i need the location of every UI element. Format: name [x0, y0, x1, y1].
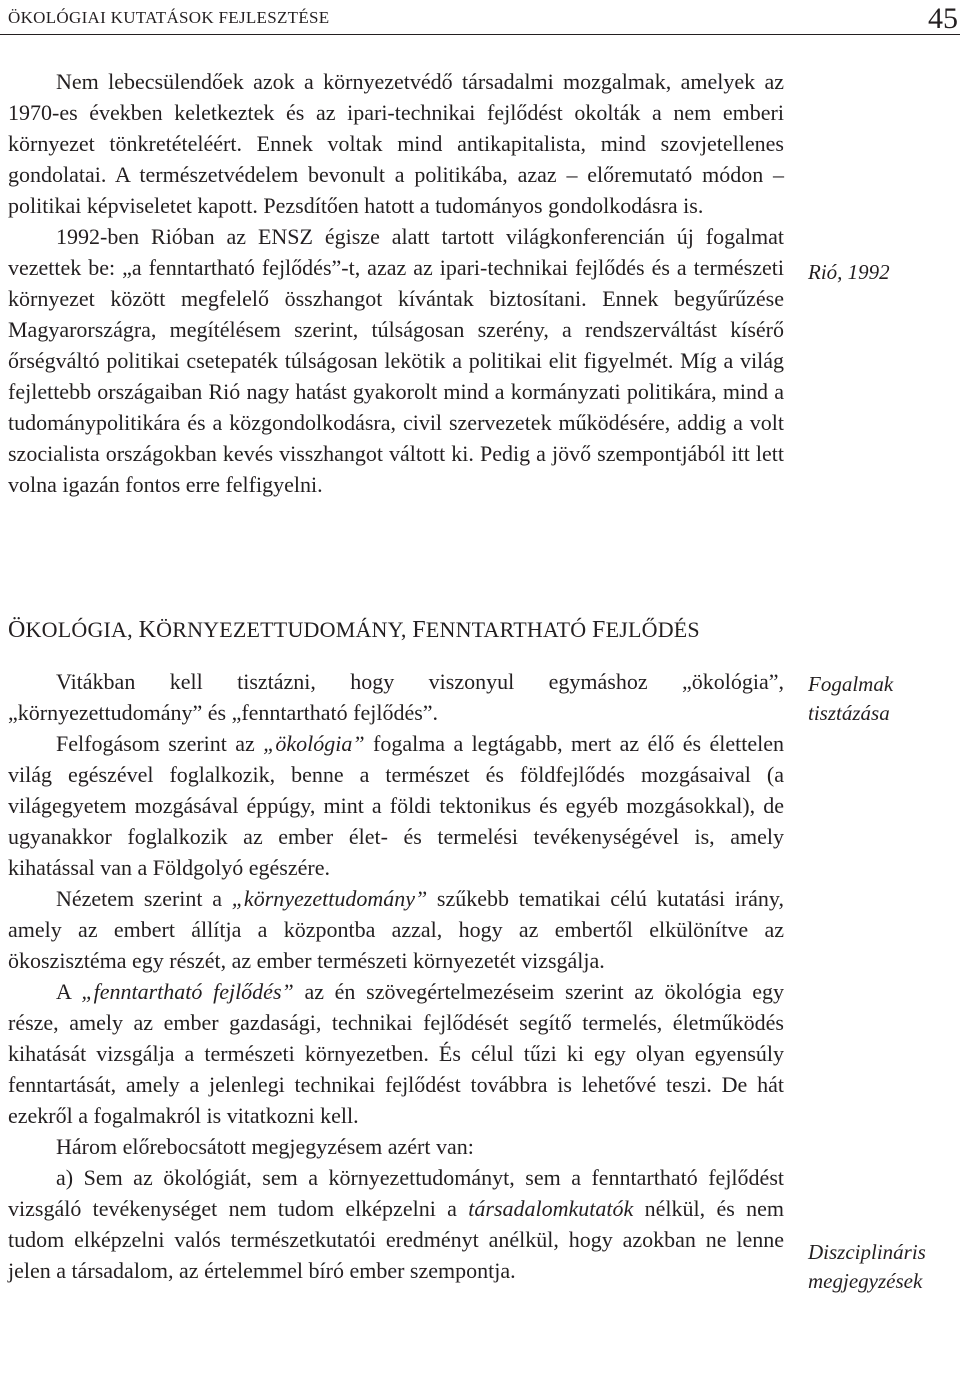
margin-note-text: Rió, 1992	[808, 260, 890, 284]
margin-note-concepts	[808, 670, 958, 728]
paragraph: Három előrebocsátott megjegyzésem azért van:	[56, 1134, 474, 1159]
paragraph: 1992-ben Rióban az ENSZ égisze alatt tartott világkonferencián új fogalmat vezettek be: „a fenntartható fejlődés”-t, azaz az ipari-technikai fejlődés és a természeti környezet között megfelelő összhangot kívántak biztosítani. Ennek begyűrűzése Magyarországra, megítélésem szerint, túlságosan szerény, a rendszerváltást kísérő őrségváltó politikai csetepaték túlságosan lekötik a politikai elit figyelmét. Míg a világ fejlettebb országaiban Rió nagy hatást gyakorolt mind a kormányzati politikára, mind a tudománypolitikára és a közgondolkodásra, civil szervezetek működésére, addig a volt szocialista országokban kevés visszhangot váltott ki. Pedig a jövő szempontjából itt lett volna igazán fontos erre felfigyelni.	[8, 224, 784, 497]
text-run: Nézetem szerint a	[56, 886, 232, 911]
running-title: ÖKOLÓGIAI KUTATÁSOK FEJLESZTÉSE	[8, 8, 330, 27]
heading-initial: F	[592, 617, 606, 643]
text-run: A	[56, 979, 82, 1004]
margin-note-line: megjegyzések	[808, 1269, 923, 1293]
heading-text: ENNTARTHATÓ	[425, 617, 592, 642]
heading-text: KOLÓGIA,	[25, 617, 139, 642]
text-run: Felfogásom szerint az	[56, 731, 264, 756]
section-heading	[8, 617, 808, 644]
term-ecology: „ökológia”	[263, 731, 365, 756]
body-text-block-1	[8, 66, 784, 500]
margin-note-line: Diszciplináris	[808, 1240, 926, 1264]
margin-note-line: Fogalmak	[808, 672, 894, 696]
paragraph	[8, 728, 784, 883]
margin-note-disciplinary	[808, 1238, 958, 1296]
heading-text: EJLŐDÉS	[605, 617, 700, 642]
paragraph	[8, 1162, 784, 1286]
page-number: 45	[928, 2, 958, 35]
paragraph	[8, 883, 784, 976]
text-run: a) Sem az ökológiát, sem a környezettudományt, sem a fenntartható fejlődést vizsgáló tevékenységet nem tudom elképzelni a	[8, 1165, 784, 1221]
heading-initial: Ö	[8, 617, 26, 643]
text-run: szűkebb tematikai célú kutatási irány, amely az embert állítja a központba azzal, hogy az embertől elkülönítve az ökoszisztéma egy részét, az ember természeti környezetét vizsgálja.	[8, 886, 785, 973]
paragraph	[8, 976, 784, 1131]
text-run: az én szövegértelmezéseim szerint az ökológia egy része, amely az ember gazdasági, technikai fejlődését segítő termelés, életműködés kihatását vizsgálja a természeti környezetben. És célul tűzi ki egy olyan egyensúly fenntartását, amely a jelenlegi technikai fejlődést továbbra is lehetővé teszi. De hát ezekről a fogalmakról is vitatkozni kell.	[8, 979, 784, 1128]
heading-initial: K	[138, 617, 157, 643]
term-sustainable-development: „fenntartható fejlődés”	[81, 979, 294, 1004]
term-environmental-science: „környezettudomány”	[231, 886, 428, 911]
text-run: nélkül, és nem tudom elképzelni valós természetkutatói eredményt anélkül, hogy azokban ne lenne jelen a társadalom, az értelemmel bíró ember szempontja.	[8, 1196, 784, 1283]
heading-text: ÖRNYEZETTUDOMÁNY,	[156, 617, 413, 642]
margin-note-line: tisztázása	[808, 701, 890, 725]
text-run: fogalma a legtágabb, mert az élő és élettelen világ egészével foglalkozik, benne a természet és földfejlődés mozgásaival (a világegyetem mozgásával éppúgy, mint a földi tektonikus és egyéb mozgásokkal), de ugyanakkor foglalkozik az ember élet- és termelési tevékenységével is, amely kihatással van a Földgolyó egészére.	[8, 731, 784, 880]
term-social-researchers: társadalomkutatók	[468, 1196, 634, 1221]
heading-initial: F	[412, 617, 426, 643]
paragraph: Vitákban kell tisztázni, hogy viszonyul egymáshoz „ökológia”, „környezettudomány” és „fenntartható fejlődés”.	[8, 669, 784, 725]
running-header	[0, 4, 960, 35]
margin-note-rio	[808, 258, 958, 287]
paragraph: Nem lebecsülendőek azok a környezetvédő társadalmi mozgalmak, amelyek az 1970-es években keletkeztek és az ipari-technikai fejlődést okolták a nem emberi környezet tönkretételéért. Ennek voltak mind antikapitalista, mind szovjetellenes gondolatai. A természetvédelem bevonult a politikába, azaz – előremutató módon – politikai képviseletet kapott. Pezsdítően hatott a tudományos gondolkodásra is.	[8, 69, 784, 218]
body-text-block-2	[8, 666, 784, 1286]
